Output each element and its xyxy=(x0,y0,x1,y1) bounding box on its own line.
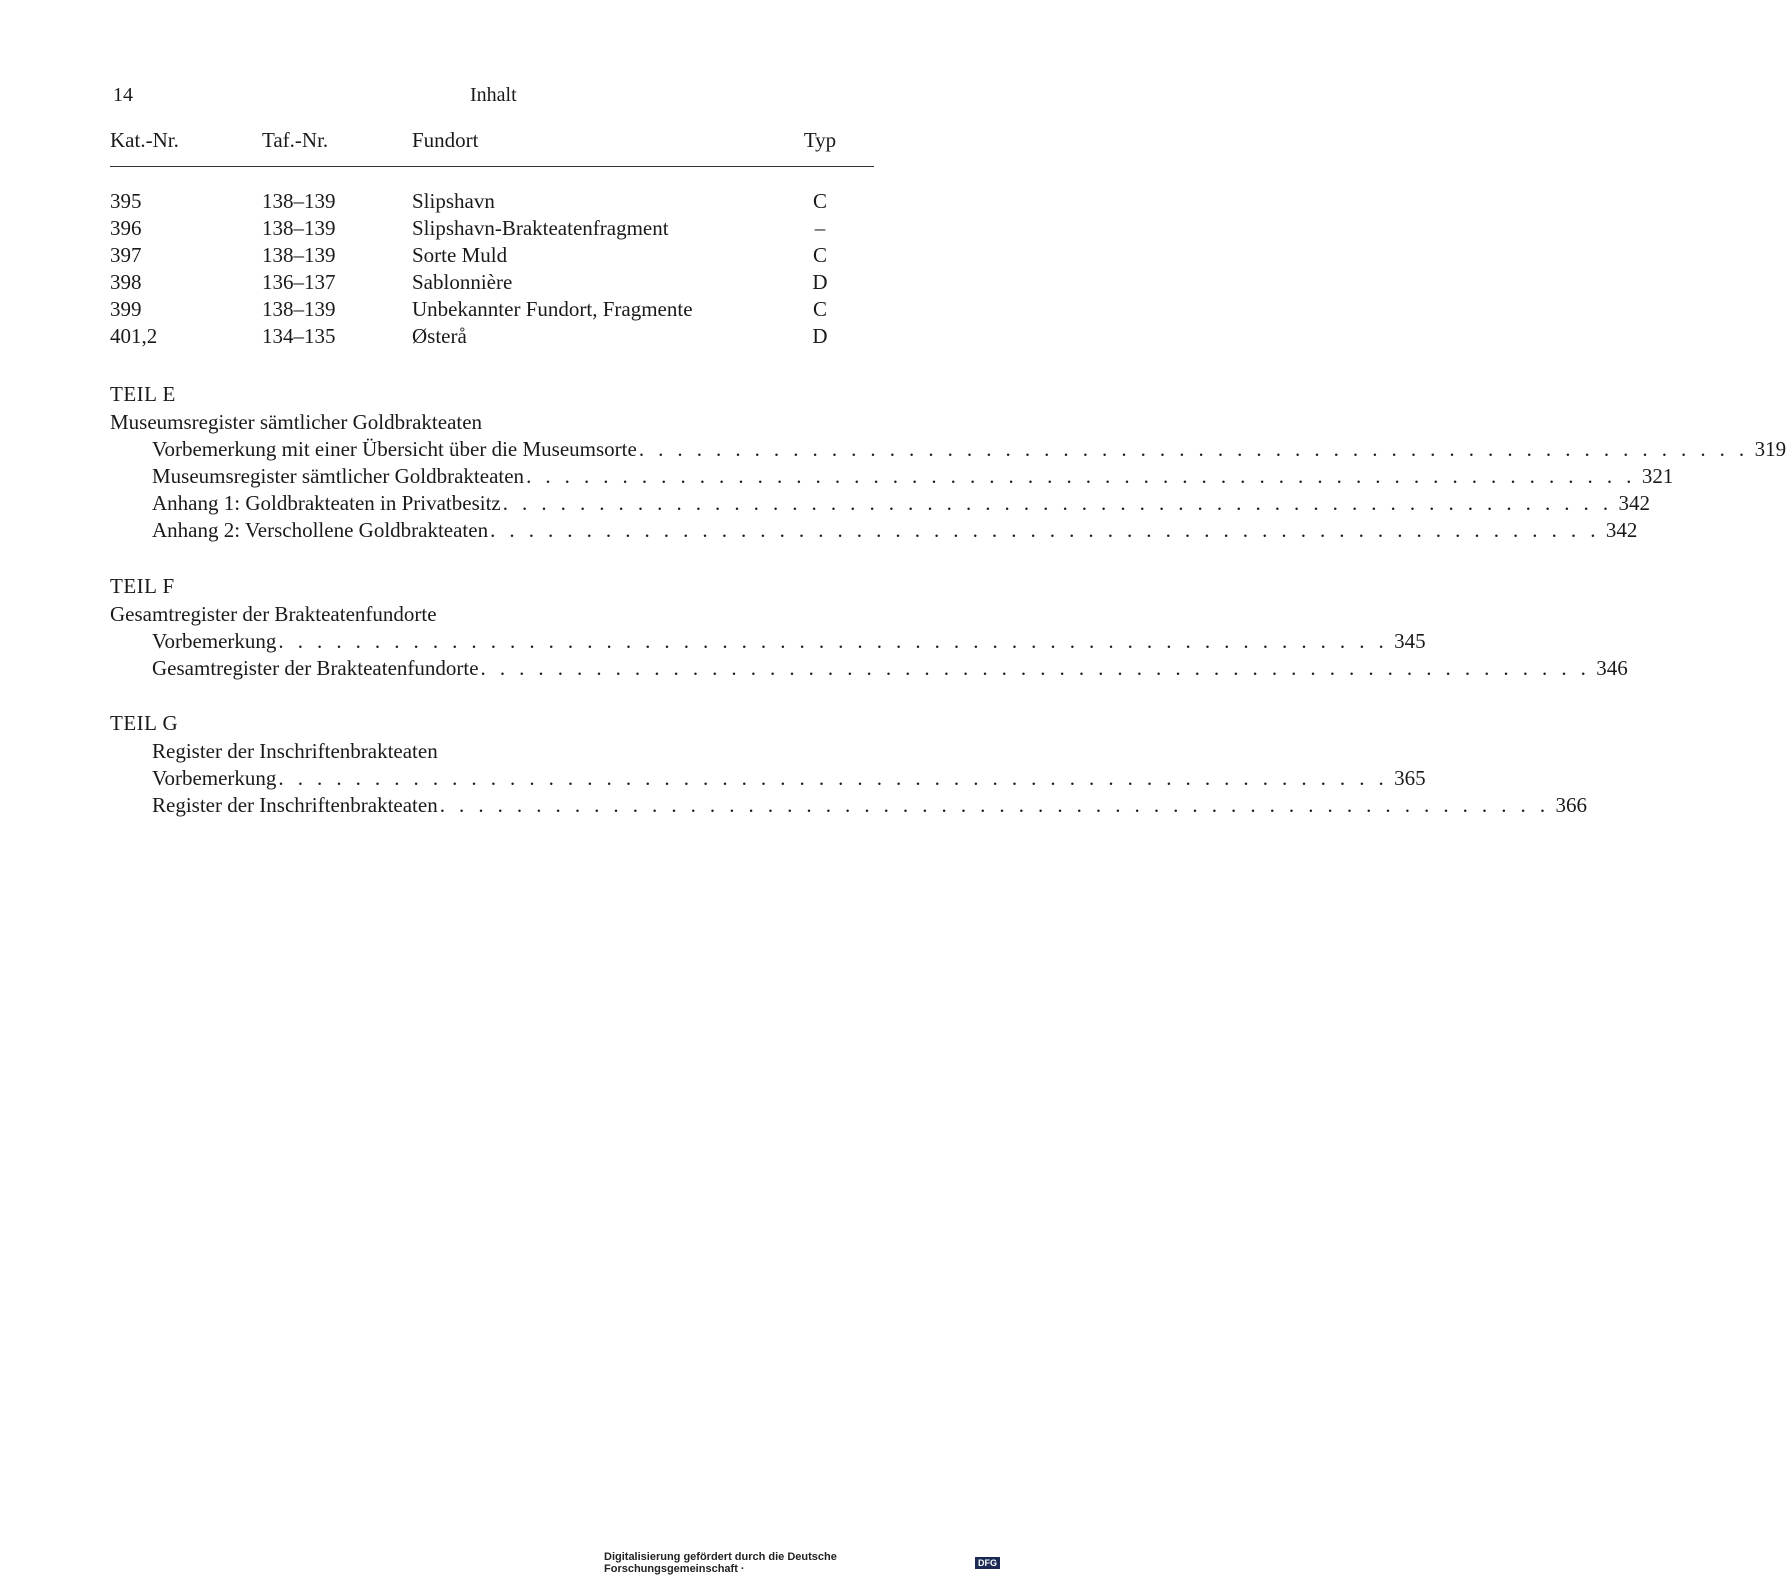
running-title: Inhalt xyxy=(470,84,517,106)
toc-entry[interactable] xyxy=(110,792,1587,819)
toc-entry-page: 319 xyxy=(1754,437,1786,461)
dot-leader: . . . . . . . . . . . . . . . . . . . . . . . . . . . . . . . . . . . . . . . . . . . . . . . . . . . . . . . . . . xyxy=(638,437,1749,461)
dot-leader: . . . . . . . . . . . . . . . . . . . . . . . . . . . . . . . . . . . . . . . . . . . . . . . . . . . . . . . . . . xyxy=(278,766,1389,790)
table-row xyxy=(110,324,874,351)
cell-kat-nr: 395 xyxy=(110,189,142,213)
toc-entry[interactable] xyxy=(110,463,1674,490)
cell-typ: C xyxy=(812,189,827,213)
cell-typ: C xyxy=(812,243,827,267)
cell-typ: – xyxy=(814,216,826,240)
cell-typ: D xyxy=(812,324,828,348)
table-row xyxy=(110,189,874,216)
dot-leader: . . . . . . . . . . . . . . . . . . . . . . . . . . . . . . . . . . . . . . . . . . . . . . . . . . . . . . . . . . xyxy=(526,464,1636,488)
cell-typ: C xyxy=(812,297,827,321)
toc-entry-page: 366 xyxy=(1555,793,1587,817)
table-row xyxy=(110,270,874,297)
table-header xyxy=(110,128,874,164)
cell-kat-nr: 398 xyxy=(110,270,142,294)
toc-entry-label: Vorbemerkung mit einer Übersicht über die Museumsorte xyxy=(152,437,637,461)
cell-fundort: Sablonnière xyxy=(412,270,513,294)
toc-entry[interactable] xyxy=(110,490,1650,517)
toc-entry-label: Vorbemerkung xyxy=(152,629,277,653)
cell-taf-nr: 138–139 xyxy=(262,297,336,321)
toc-entry-page: 345 xyxy=(1394,629,1426,653)
cell-kat-nr: 401,2 xyxy=(110,324,158,348)
toc-entry-page: 342 xyxy=(1618,491,1650,515)
digitization-footer xyxy=(604,1551,1000,1575)
cell-fundort: Unbekannter Fundort, Fragmente xyxy=(412,297,693,321)
cell-fundort: Slipshavn xyxy=(412,189,495,213)
footer-text: Digitalisierung gefördert durch die Deutsche Forschungsgemeinschaft · xyxy=(604,1551,837,1575)
cell-fundort: Østerå xyxy=(412,324,467,348)
cell-typ: D xyxy=(812,270,828,294)
dot-leader: . . . . . . . . . . . . . . . . . . . . . . . . . . . . . . . . . . . . . . . . . . . . . . . . . . . . . . . . . . xyxy=(480,656,1591,680)
cell-taf-nr: 134–135 xyxy=(262,324,336,348)
toc-entry[interactable] xyxy=(110,517,1638,544)
section-label: TEIL E xyxy=(110,382,176,406)
toc-entry-page: 342 xyxy=(1605,518,1638,542)
toc-entry-label: Gesamtregister der Brakteatenfundorte xyxy=(152,656,479,680)
cell-fundort: Sorte Muld xyxy=(412,243,508,267)
toc-entry-label: Register der Inschriftenbrakteaten xyxy=(152,793,438,817)
column-header-kat-nr: Kat.-Nr. xyxy=(110,128,179,152)
cell-kat-nr: 396 xyxy=(110,216,142,240)
toc-entry-label: Anhang 2: Verschollene Goldbrakteaten xyxy=(152,518,489,542)
cell-kat-nr: 397 xyxy=(110,243,142,267)
section-title: Gesamtregister der Brakteatenfundorte xyxy=(110,602,437,626)
table-header-row xyxy=(110,128,874,164)
dot-leader: . . . . . . . . . . . . . . . . . . . . . . . . . . . . . . . . . . . . . . . . . . . . . . . . . . . . . . . . . . xyxy=(490,518,1600,542)
toc-entry[interactable] xyxy=(110,655,1628,682)
cell-taf-nr: 138–139 xyxy=(262,243,336,267)
table-body xyxy=(110,189,874,351)
column-header-taf-nr: Taf.-Nr. xyxy=(262,128,329,152)
page-number: 14 xyxy=(113,84,133,106)
column-header-typ: Typ xyxy=(803,128,837,152)
dfg-logo: DFG xyxy=(975,1557,1000,1569)
cell-taf-nr: 138–139 xyxy=(262,216,336,240)
cell-fundort: Slipshavn-Brakteatenfragment xyxy=(412,216,669,240)
toc-entry[interactable] xyxy=(110,436,1786,463)
table-row xyxy=(110,297,874,324)
toc-entry-label: Anhang 1: Goldbrakteaten in Privatbesitz xyxy=(152,491,501,515)
toc-entry[interactable] xyxy=(110,765,1426,792)
cell-kat-nr: 399 xyxy=(110,297,142,321)
toc-entry[interactable] xyxy=(110,628,1426,655)
column-header-fundort: Fundort xyxy=(412,128,479,152)
table-row xyxy=(110,243,874,270)
toc-entry-label: Museumsregister sämtlicher Goldbrakteaten xyxy=(152,464,525,488)
dot-leader: . . . . . . . . . . . . . . . . . . . . . . . . . . . . . . . . . . . . . . . . . . . . . . . . . . . . . . . . . . xyxy=(278,629,1389,653)
dot-leader: . . . . . . . . . . . . . . . . . . . . . . . . . . . . . . . . . . . . . . . . . . . . . . . . . . . . . . . . . . xyxy=(439,793,1550,817)
section-teil-e xyxy=(110,380,1786,544)
table-row xyxy=(110,216,874,243)
section-teil-g xyxy=(110,709,1587,819)
toc-entry-label: Vorbemerkung xyxy=(152,766,277,790)
toc-entry-page: 321 xyxy=(1641,464,1674,488)
section-title: Register der Inschriftenbrakteaten xyxy=(152,739,438,763)
dot-leader: . . . . . . . . . . . . . . . . . . . . . . . . . . . . . . . . . . . . . . . . . . . . . . . . . . . . . . . . . . xyxy=(502,491,1613,515)
toc-entry-page: 365 xyxy=(1394,766,1426,790)
section-title: Museumsregister sämtlicher Goldbrakteaten xyxy=(110,410,483,434)
section-label: TEIL F xyxy=(110,574,175,598)
section-teil-f xyxy=(110,572,1628,682)
cell-taf-nr: 138–139 xyxy=(262,189,336,213)
header-rule xyxy=(110,166,874,167)
toc-entry-page: 346 xyxy=(1596,656,1628,680)
cell-taf-nr: 136–137 xyxy=(262,270,336,294)
section-label: TEIL G xyxy=(110,711,179,735)
